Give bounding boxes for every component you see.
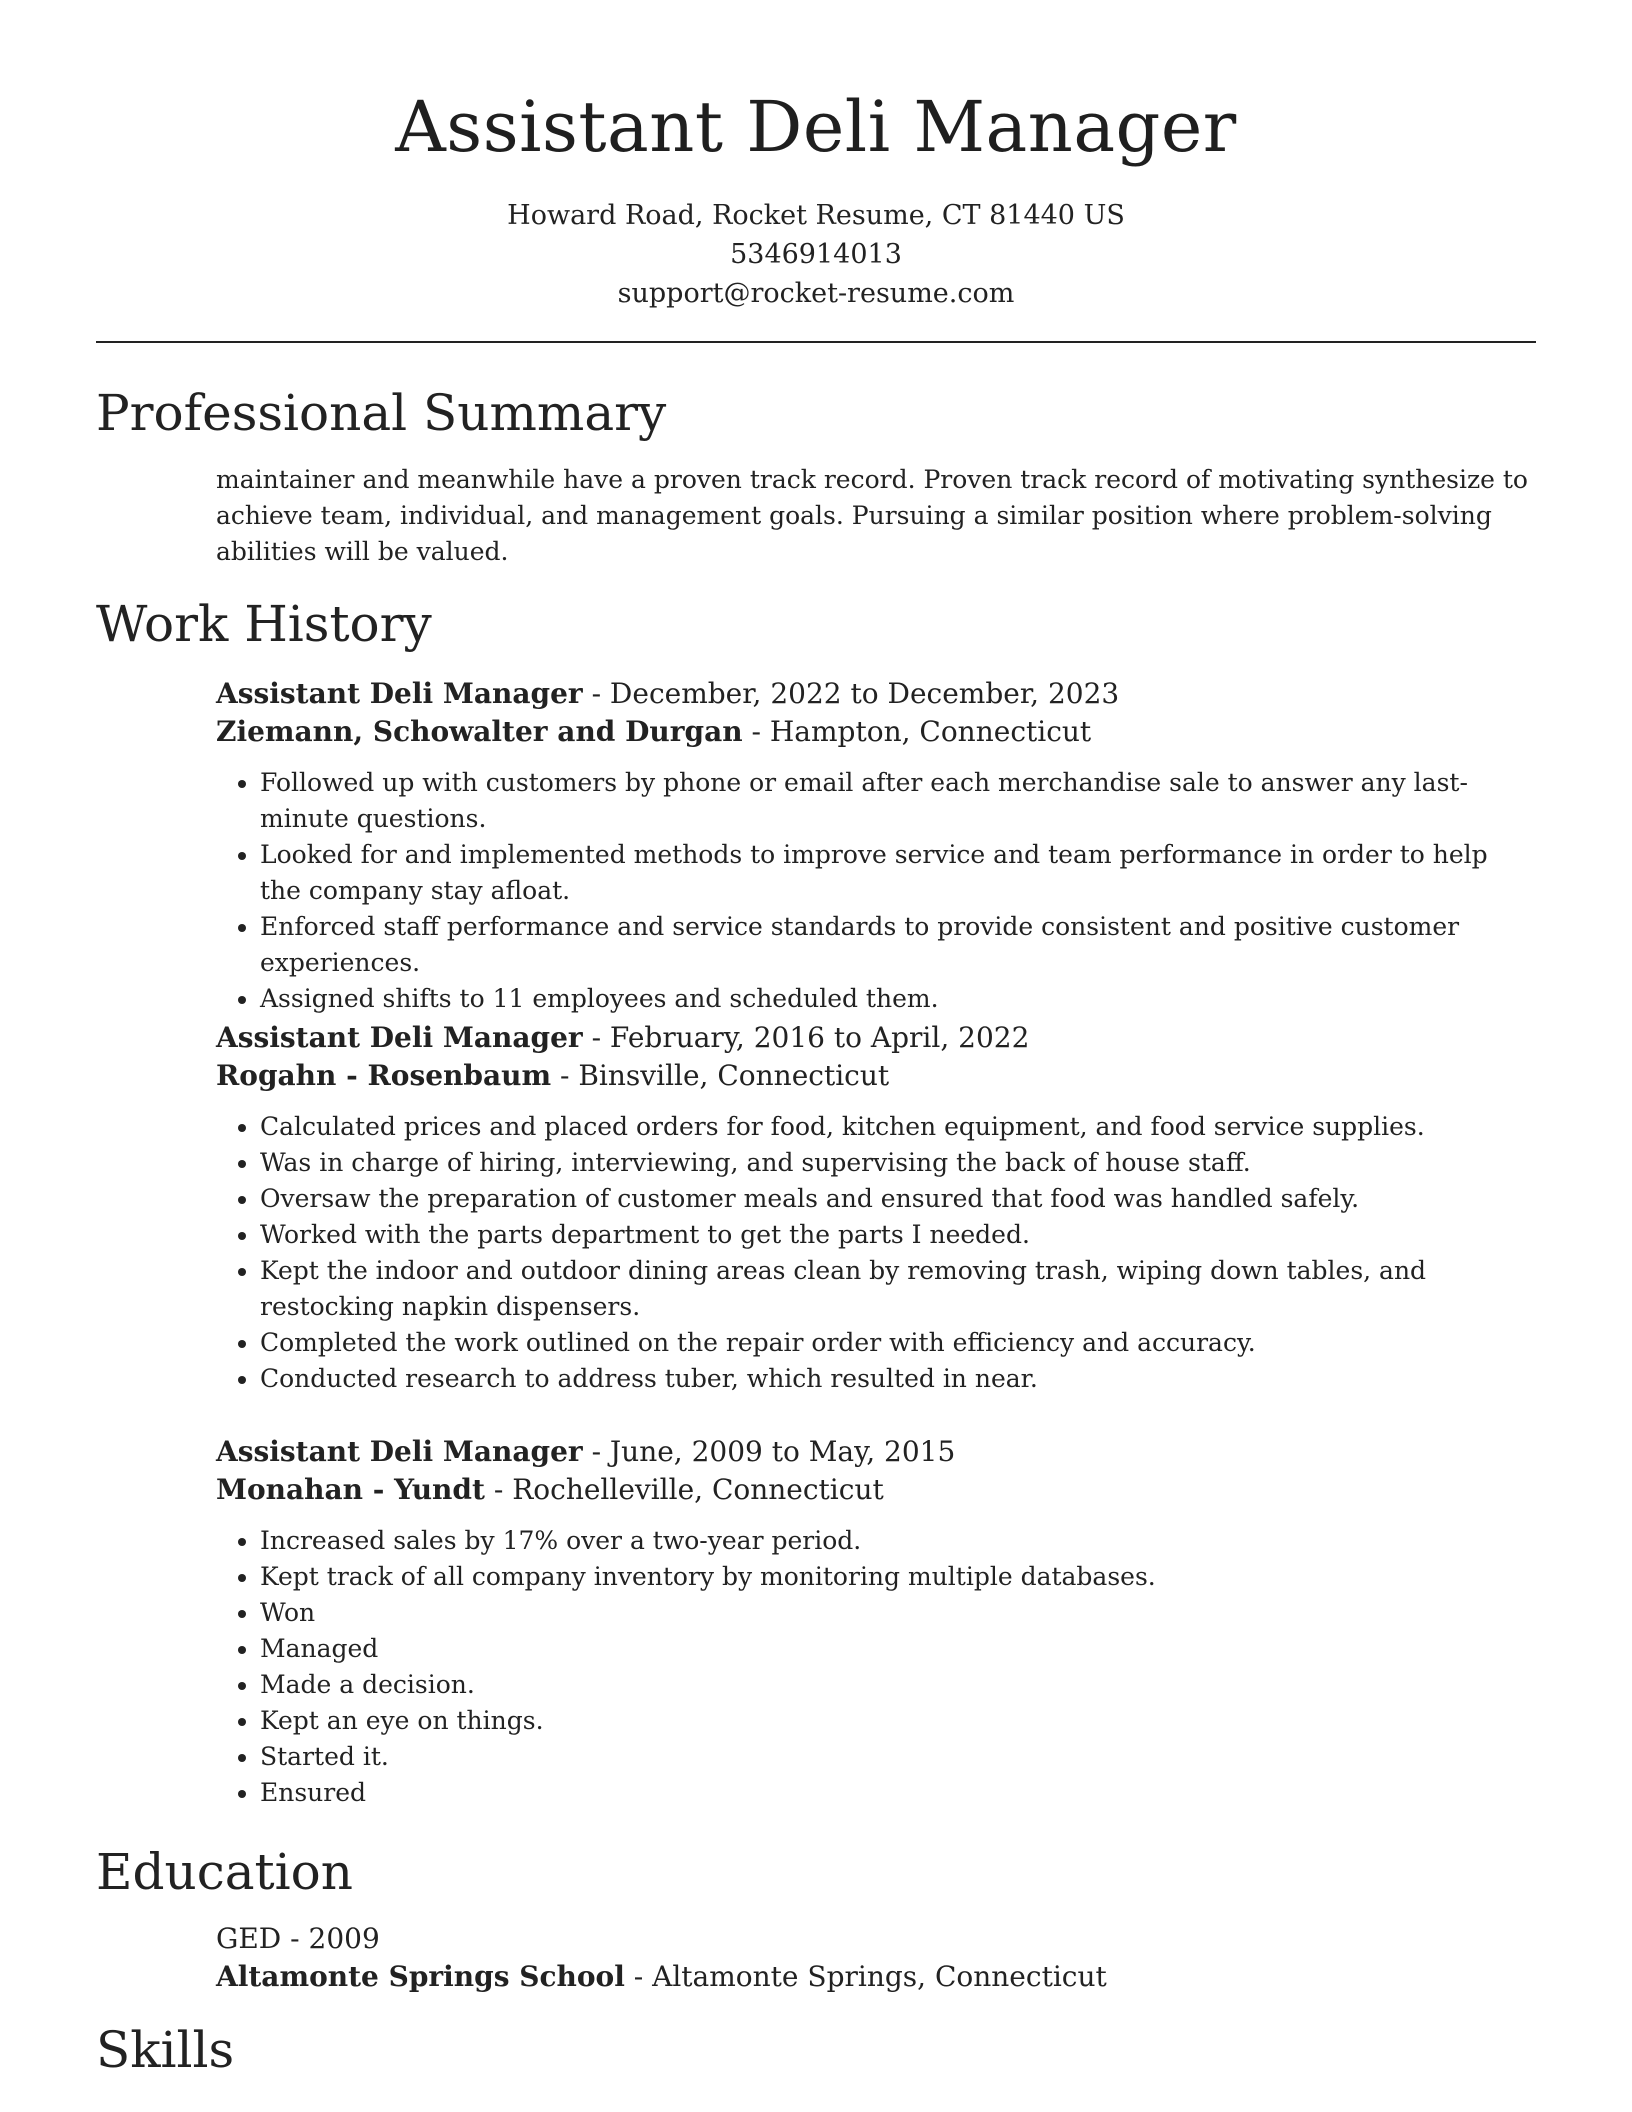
- list-item: • Kept an eye on things.: [260, 1703, 1536, 1739]
- job-dates: - December, 2022 to December, 2023: [582, 677, 1120, 710]
- job-company: Rogahn - Rosenbaum: [216, 1059, 552, 1092]
- job-dates: - June, 2009 to May, 2015: [582, 1435, 956, 1468]
- contact-email: support@rocket-resume.com: [617, 278, 1015, 309]
- job-bullets: [216, 765, 1536, 1017]
- list-item: • Oversaw the preparation of customer meals and ensured that food was handled safely.: [260, 1181, 1536, 1217]
- job-company: Ziemann, Schowalter and Durgan: [216, 715, 743, 748]
- job-company: Monahan - Yundt: [216, 1473, 485, 1506]
- resume-header: [96, 82, 1536, 313]
- list-item: • Conducted research to address tuber, which resulted in near.: [260, 1361, 1536, 1397]
- job-bullets: [216, 1109, 1536, 1397]
- list-item: • Kept track of all company inventory by monitoring multiple databases.: [260, 1559, 1536, 1595]
- summary-text: maintainer and meanwhile have a proven track record. Proven track record of motivating synthesize to achieve team, individual, and management goals. Pursuing a similar position where problem-solving abilities will be valued.: [216, 465, 1528, 566]
- job-location: - Hampton, Connecticut: [742, 715, 1092, 748]
- list-item: • Followed up with customers by phone or email after each merchandise sale to answer any last-minute questions.: [260, 765, 1536, 837]
- job-location: - Rochelleville, Connecticut: [484, 1473, 884, 1506]
- list-item: • Won: [260, 1595, 1536, 1631]
- section-title-skills: Skills: [96, 2021, 235, 2079]
- education-school-line: [216, 1958, 1536, 1996]
- job-location: - Binsville, Connecticut: [551, 1059, 890, 1092]
- education-location: - Altamonte Springs, Connecticut: [624, 1960, 1107, 1993]
- job-role: Assistant Deli Manager: [216, 677, 583, 710]
- contact-phone: 5346914013: [730, 239, 902, 270]
- candidate-name: Assistant Deli Manager: [395, 86, 1237, 168]
- list-item: • Looked for and implemented methods to improve service and team performance in order to help the company stay afloat.: [260, 837, 1536, 909]
- list-item: • Started it.: [260, 1739, 1536, 1775]
- list-item: • Calculated prices and placed orders for food, kitchen equipment, and food service supplies.: [260, 1109, 1536, 1145]
- list-item: • Assigned shifts to 11 employees and scheduled them.: [260, 981, 1536, 1017]
- list-item: • Kept the indoor and outdoor dining areas clean by removing trash, wiping down tables, and restocking napkin dispensers.: [260, 1253, 1536, 1325]
- contact-block: [96, 196, 1536, 313]
- job-entry: [216, 1019, 1536, 1397]
- list-item: • Completed the work outlined on the repair order with efficiency and accuracy.: [260, 1325, 1536, 1361]
- list-item: • Ensured: [260, 1775, 1536, 1811]
- education-degree: GED - 2009: [216, 1922, 380, 1955]
- header-divider: [96, 341, 1536, 343]
- job-role: Assistant Deli Manager: [216, 1435, 583, 1468]
- list-item: • Increased sales by 17% over a two-year period.: [260, 1523, 1536, 1559]
- job-company-line: [216, 1057, 1536, 1095]
- job-title-line: [216, 1019, 1536, 1057]
- job-entry: [216, 1433, 1536, 1811]
- education-entry: [216, 1920, 1536, 1996]
- job-company-line: [216, 1471, 1536, 1509]
- education-school: Altamonte Springs School: [216, 1960, 625, 1993]
- list-item: • Managed: [260, 1631, 1536, 1667]
- list-item: • Made a decision.: [260, 1667, 1536, 1703]
- job-bullets: [216, 1523, 1536, 1811]
- job-title-line: [216, 675, 1536, 713]
- job-company-line: [216, 713, 1536, 751]
- contact-address: Howard Road, Rocket Resume, CT 81440 US: [507, 200, 1125, 231]
- job-dates: - February, 2016 to April, 2022: [582, 1021, 1030, 1054]
- job-role: Assistant Deli Manager: [216, 1021, 583, 1054]
- list-item: • Worked with the parts department to get the parts I needed.: [260, 1217, 1536, 1253]
- list-item: • Enforced staff performance and service standards to provide consistent and positive customer experiences.: [260, 909, 1536, 981]
- list-item: • Was in charge of hiring, interviewing, and supervising the back of house staff.: [260, 1145, 1536, 1181]
- job-title-line: [216, 1433, 1536, 1471]
- section-title-education: Education: [96, 1843, 353, 1901]
- section-title-work-history: Work History: [96, 595, 432, 653]
- section-title-summary: Professional Summary: [96, 384, 667, 442]
- job-entry: [216, 675, 1536, 1017]
